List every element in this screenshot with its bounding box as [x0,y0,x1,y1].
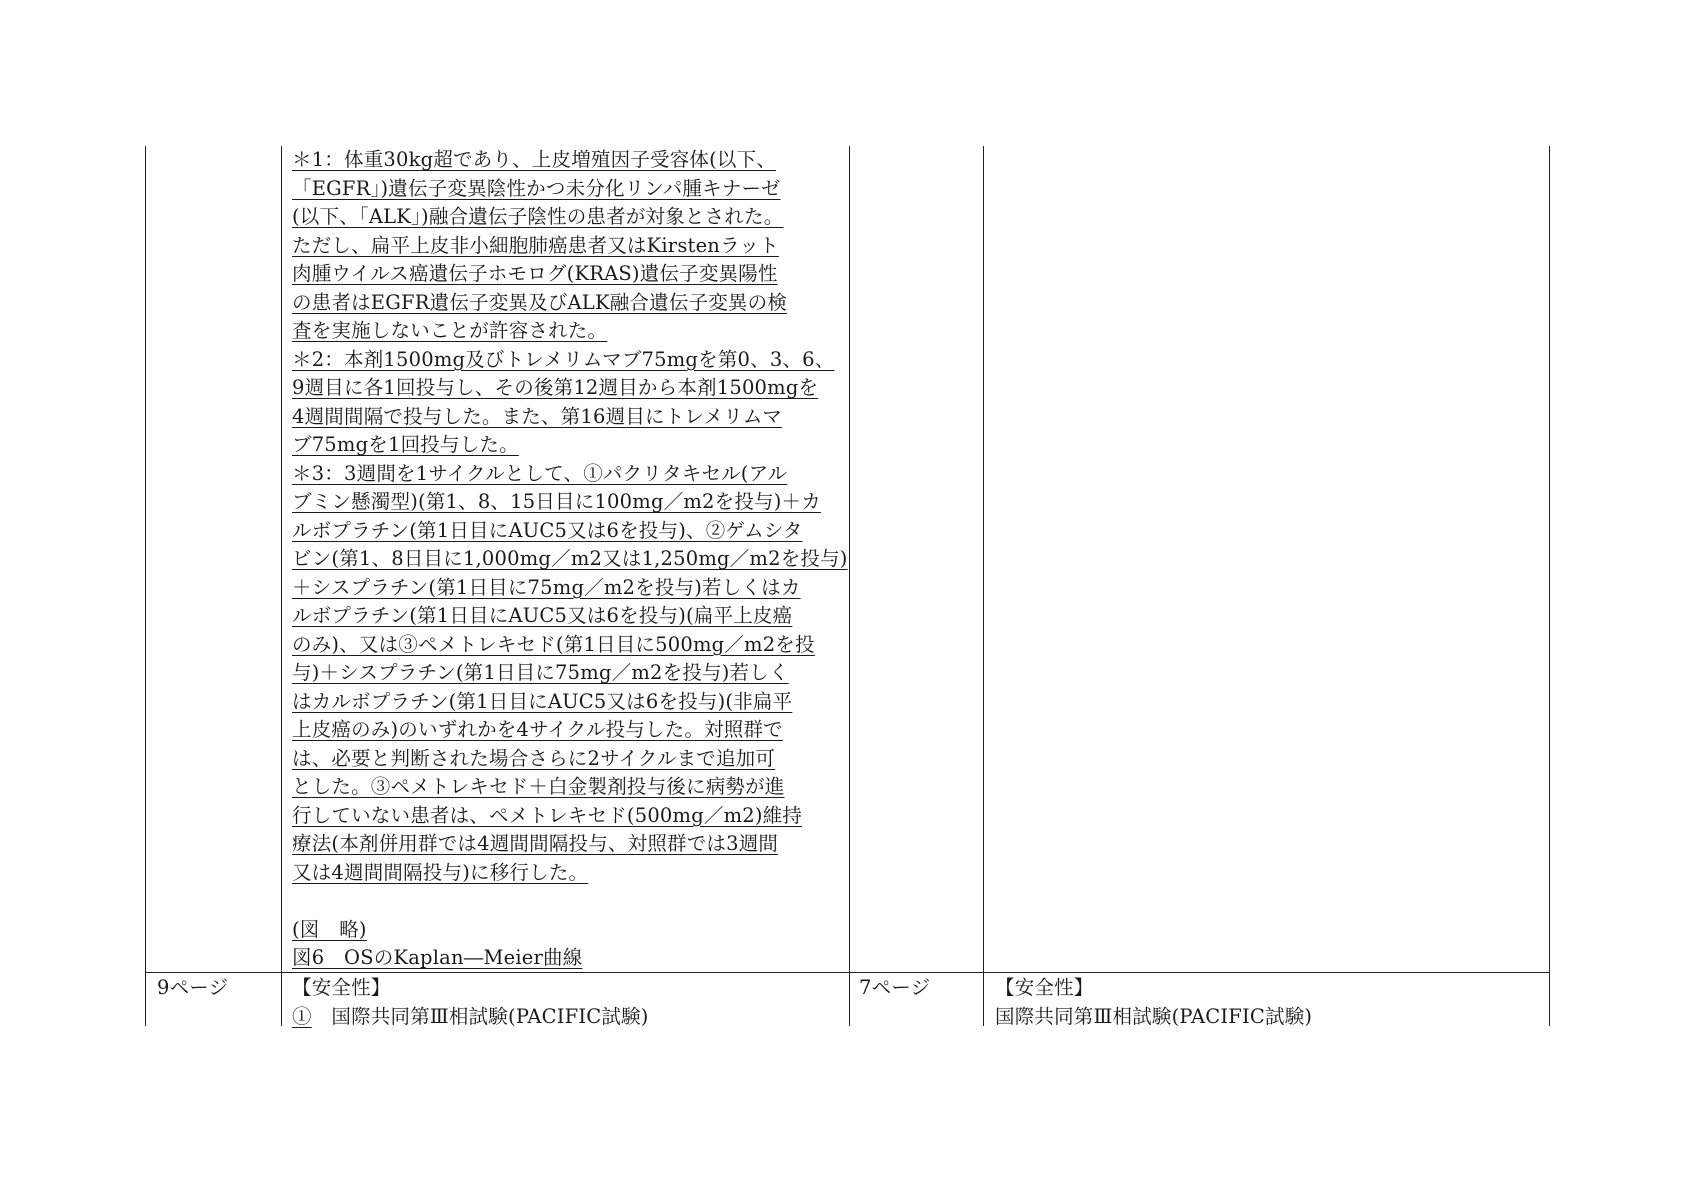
text-line: (以下、「ALK」)融合遺伝子陰性の患者が対象とされた。 [292,205,784,228]
text-line: ただし、扁平上皮非小細胞肺癌患者又はKirstenラット [292,233,779,257]
text-line: 「EGFR」)遺伝子変異陰性かつ未分化リンパ腫キナーゼ [292,176,781,200]
item-text: 国際共同第Ⅲ相試験(PACIFIC試験) [311,1004,649,1028]
text-line: ビン(第1、8日目に1,000mg／m2又は1,250mg／m2を投与) [292,547,848,570]
column-rule [145,146,146,1026]
text-line: ルボプラチン(第1日目にAUC5又は6を投与)(扁平上皮癌 [292,604,793,627]
text-line: 療法(本剤併用群では4週間間隔投与、対照群では3週間 [292,832,779,855]
text-line: 与)＋シスプラチン(第1日目に75mg／m2を投与)若しく [292,661,789,684]
item-number: ① [292,1004,312,1028]
column-rule [1549,146,1550,1026]
text-line: ＊3：3週間を1サイクルとして、①パクリタキセル(アル [292,461,788,485]
figure-note: (図 略) [292,917,367,941]
text-line: ルボプラチン(第1日目にAUC5又は6を投与)、②ゲムシタ [292,518,803,542]
text-line: はカルボプラチン(第1日目にAUC5又は6を投与)(非扁平 [292,689,793,713]
text-line: ＊2：本剤1500mg及びトレメリムマブ75mgを第0、3、6、 [292,347,835,371]
old-safety-cell [995,974,1312,1031]
text-line: とした。③ペメトレキセド＋白金製剤投与後に病勢が進 [292,775,785,798]
new-safety-cell [292,974,649,1031]
text-line: ブミン懸濁型)(第1、8、15日目に100mg／m2を投与)＋カ [292,490,821,513]
new-text-cell [292,146,848,973]
text-line: 行していない患者は、ペメトレキセド(500mg／m2)維持 [292,803,803,827]
column-rule [281,146,282,1026]
text-line: ＋シスプラチン(第1日目に75mg／m2を投与)若しくはカ [292,575,801,599]
figure-caption: 図6 OSのKaplan―Meier曲線 [292,946,583,969]
column-rule [849,146,850,1026]
blank-line [292,887,848,916]
column-rule [983,146,984,1026]
safety-item [292,1003,649,1032]
text-line: 9週目に各1回投与し、その後第12週目から本剤1500mgを [292,376,819,399]
text-line: のみ)、又は③ペメトレキセド(第1日目に500mg／m2を投 [292,632,815,656]
text-line: 4週間間隔で投与した。また、第16週目にトレメリムマ [292,404,782,428]
old-page-ref: 7ページ [859,976,931,999]
text-line: 又は4週間間隔投与)に移行した。 [292,860,589,884]
safety-item: 国際共同第Ⅲ相試験(PACIFIC試験) [995,1004,1313,1028]
text-line: の患者はEGFR遺伝子変異及びALK融合遺伝子変異の検 [292,290,788,314]
text-line: 肉腫ウイルス癌遺伝子ホモログ(KRAS)遺伝子変異陽性 [292,262,778,285]
text-line: は、必要と判断された場合さらに2サイクルまで追加可 [292,746,776,770]
text-line: ＊1：体重30kg超であり、上皮増殖因子受容体(以下、 [292,148,777,171]
text-line: 査を実施しないことが許容された。 [292,319,608,342]
new-page-ref: 9ページ [157,976,229,999]
text-line: 上皮癌のみ)のいずれかを4サイクル投与した。対照群で [292,718,783,741]
revision-comparison-table [145,146,1550,1026]
safety-heading: 【安全性】 [292,976,391,999]
safety-heading: 【安全性】 [995,976,1094,999]
text-line: ブ75mgを1回投与した。 [292,433,519,456]
